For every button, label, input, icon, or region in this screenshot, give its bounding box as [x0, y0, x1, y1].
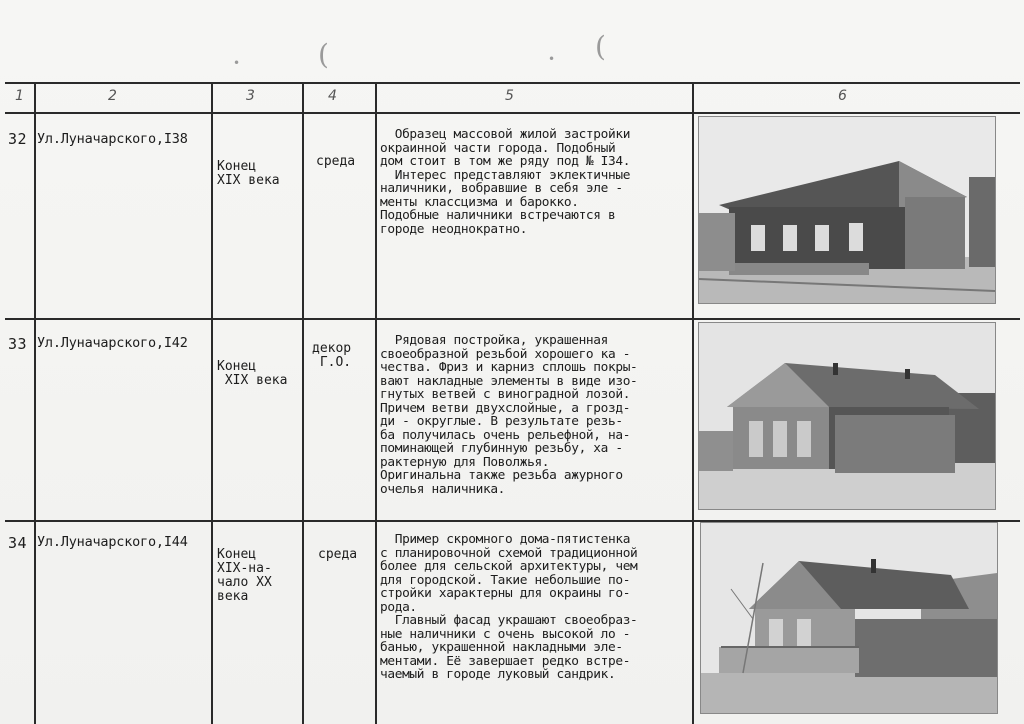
- row-number: 32: [8, 130, 28, 148]
- column-rule: [375, 82, 377, 724]
- row-description: Пример скромного дома-пятистенка с планировочной схемой традиционной более для сельской архитектуры, чем для городской. Такие небольшие по- стройки характерны для окраины го- рода. Главный фасад украшают своеобраз- ные наличники с очень высокой ло - банью, украшенной накладными эле- ментами. Её завершает редко встре- чаемый в городе луковый сандрик.: [380, 532, 638, 682]
- house-photo-142: [698, 322, 996, 510]
- house-photo-138: [698, 116, 996, 304]
- header-bottom-rule: [5, 112, 1020, 114]
- column-header-5: 5: [505, 88, 514, 104]
- row-description: Рядовая постройка, украшенная своеобразной резьбой хорошего ка - чества. Фриз и карниз сплошь покры- вают накладные элементы в виде изо- гнутых ветвей с виноградной лозой. Причем ветви двухслойные, а грозд- ди - округлые. В результате резь- ба получилась очень рельефной, на- поминающей глубинную резьбу, ха - рактерную для Поволжья. Оригинальна также резьба ажурного очелья наличника.: [380, 333, 638, 497]
- row-period: Конец XIX века: [217, 359, 288, 388]
- row-address: Ул.Луначарского,I42: [37, 335, 188, 351]
- pencil-mark: •: [548, 52, 556, 66]
- column-rule: [34, 82, 36, 724]
- column-rule: [211, 82, 213, 724]
- row-period: Конец XIX века: [217, 159, 280, 188]
- row-divider: [5, 318, 1020, 320]
- column-header-4: 4: [328, 88, 337, 104]
- column-rule: [302, 82, 304, 724]
- column-header-6: 6: [838, 88, 847, 104]
- row-category: декор Г.О.: [312, 341, 352, 370]
- row-number: 34: [8, 534, 28, 552]
- column-header-3: 3: [246, 88, 255, 104]
- row-number: 33: [8, 335, 28, 353]
- row-description: Образец массовой жилой застройки окраинной части города. Подобный дом стоит в том же ряду под № I34. Интерес представляют эклектичные наличники, вобравшие в себя эле - менты классцизма и барокко. Подобные наличники встречаются в городе неоднократно.: [380, 127, 631, 237]
- pencil-mark: •: [233, 56, 241, 70]
- house-photo-144: [700, 522, 998, 714]
- pencil-mark: (: [595, 30, 606, 63]
- column-rule: [692, 82, 694, 724]
- row-category: среда: [316, 154, 356, 169]
- row-address: Ул.Луначарского,I38: [37, 131, 188, 147]
- column-header-1: 1: [15, 88, 24, 104]
- row-period: Конец XIX-на- чало XX века: [217, 547, 272, 604]
- pencil-mark: (: [318, 38, 329, 71]
- table-border-top: [5, 82, 1020, 84]
- row-address: Ул.Луначарского,I44: [37, 534, 188, 550]
- row-category: среда: [318, 547, 358, 562]
- column-header-2: 2: [108, 88, 117, 104]
